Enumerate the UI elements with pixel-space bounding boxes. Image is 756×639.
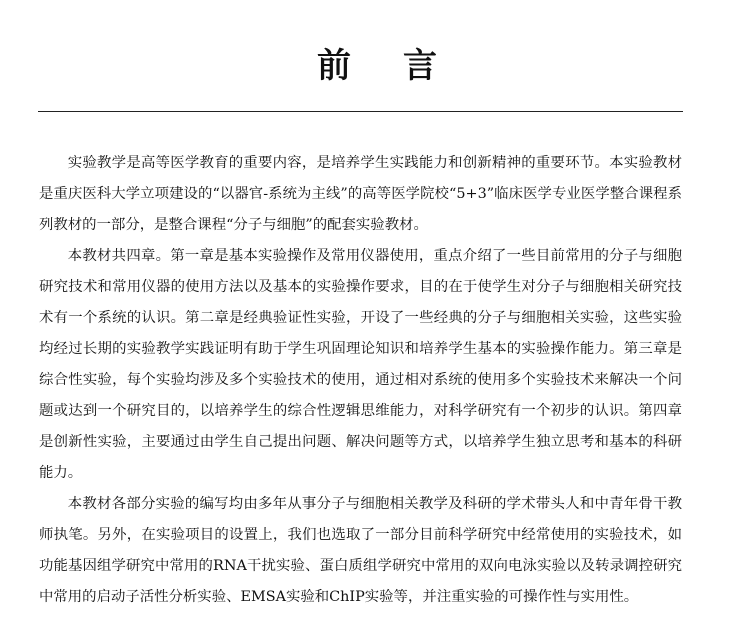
paragraph-2: 本教材共四章。第一章是基本实验操作及常用仪器使用，重点介绍了一些目前常用的分子与细胞研究技术和常用仪器的使用方法以及基本的实验操作要求，目的在于使学生对分子与细胞相关研究技术有一个系统的认识。第二章是经典验证性实验，开设了一些经典的分子与细胞相关实验，这些实验均经过长期的实验教学实践证明有助于学生巩固理论知识和培养学生基本的实验操作能力。第三章是综合性实验，每个实验均涉及多个实验技术的使用，通过相对系统的使用多个实验技术来解决一个问题或达到一个研究目的，以培养学生的综合性逻辑思维能力，对科学研究有一个初步的认识。第四章是创新性实验，主要通过由学生自己提出问题、解决问题等方式，以培养学生独立思考和基本的科研能力。 (39, 248, 682, 481)
paragraph-3: 本教材各部分实验的编写均由多年从事分子与细胞相关教学及科研的学术带头人和中青年骨干教师执笔。另外，在实验项目的设置上，我们也选取了一部分目前科学研究中经常使用的实验技术，如功能基因组学研究中常用的RNA干扰实验、蛋白质组学研究中常用的双向电泳实验以及转录调控研究中常用的启动子活性分析实验、EMSA实验和ChIP实验等，并注重实验的可操作性与实用性。 (39, 496, 682, 605)
title-char-2: 言 (403, 46, 439, 86)
title-char-1: 前 (317, 46, 353, 86)
title-divider (38, 111, 683, 112)
preface-body (39, 148, 682, 613)
page-title (0, 44, 756, 88)
paragraph-1: 实验教学是高等医学教育的重要内容，是培养学生实践能力和创新精神的重要环节。本实验教材是重庆医科大学立项建设的“以器官-系统为主线”的高等医学院校“5+3”临床医学专业医学整合课程系列教材的一部分，是整合课程“分子与细胞”的配套实验教材。 (39, 155, 682, 233)
